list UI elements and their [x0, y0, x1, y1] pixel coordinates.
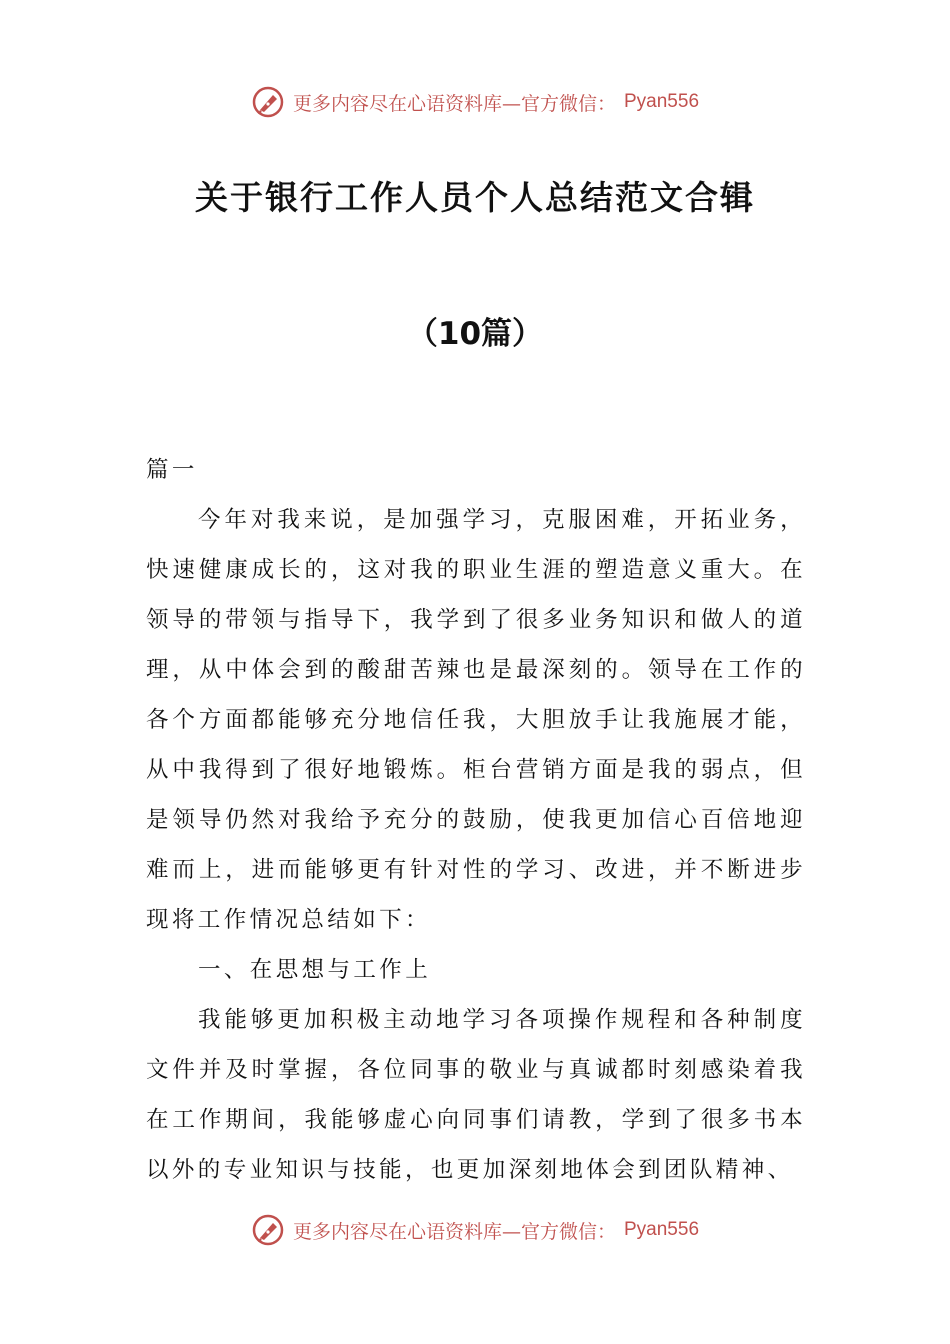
section-label: 篇一 [146, 457, 198, 483]
body-paragraph: 我能够更加积极主动地学习各项操作规程和各种制度文件并及时掌握，各位同事的敬业与真诚都时刻感染着我在工作期间，我能够虚心向同事们请教，学到了很多书本以外的专业知识与技能，也更加深刻地体会到团队精神、 [146, 1007, 806, 1183]
watermark-wechat-id: Pyan556 [624, 1219, 700, 1240]
document-subtitle: （10篇） [406, 316, 544, 352]
watermark-text: 更多内容尽在心语资料库—官方微信： [292, 1220, 616, 1243]
watermark-text: 更多内容尽在心语资料库—官方微信： [292, 92, 616, 115]
watermark-wechat-id: Pyan556 [624, 91, 700, 112]
footer-watermark-banner [0, 1210, 950, 1250]
pen-nib-logo-icon [251, 85, 285, 119]
document-title: 关于银行工作人员个人总结范文合辑 [195, 178, 755, 217]
document-body [146, 445, 806, 1195]
body-paragraph: 今年对我来说，是加强学习，克服困难，开拓业务，快速健康成长的，这对我的职业生涯的塑造意义重大。在领导的带领与指导下，我学到了很多业务知识和做人的道理，从中体会到的酸甜苦辣也是最深刻的。领导在工作的各个方面都能够充分地信任我，大胆放手让我施展才能，从中我得到了很好地锻炼。柜台营销方面是我的弱点，但是领导仍然对我给予充分的鼓励，使我更加信心百倍地迎难而上，进而能够更有针对性的学习、改进，并不断进步现将工作情况总结如下： [146, 507, 806, 933]
pen-nib-logo-icon [251, 1213, 285, 1247]
section-heading: 一、在思想与工作上 [198, 957, 432, 983]
header-watermark-banner [0, 82, 950, 122]
